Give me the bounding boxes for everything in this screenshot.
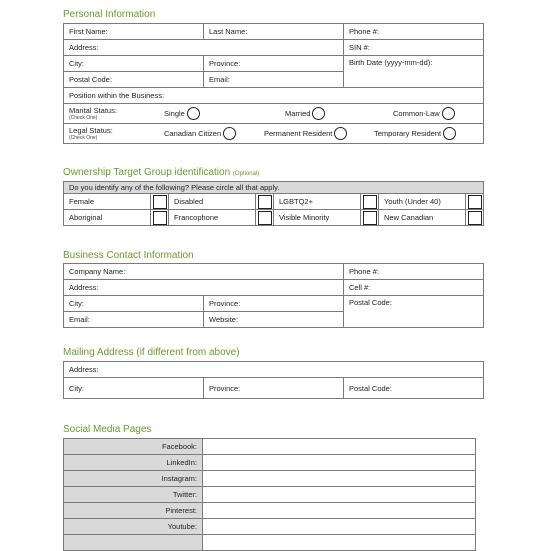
single-radio[interactable] (187, 107, 200, 120)
business-contact-table (63, 263, 484, 328)
youth-checkbox[interactable] (468, 195, 482, 209)
sin-label: SIN #: (349, 43, 370, 52)
twitter-label-text: Twitter: (172, 490, 197, 499)
pinterest-field[interactable] (203, 503, 476, 519)
legal-status-label: Legal Status: (69, 125, 113, 135)
ownership-prompt (64, 182, 484, 194)
mailing-postal-code-label: Postal Code: (349, 383, 392, 393)
business-province-label: Province: (209, 299, 241, 308)
common-law-radio[interactable] (442, 107, 455, 120)
option-disabled (169, 194, 256, 210)
birth-date-field[interactable] (344, 56, 484, 88)
new-canadian-checkbox[interactable] (468, 211, 482, 225)
marital-status-row (64, 104, 484, 124)
marital-status-label: Marital Status: (69, 105, 117, 115)
option-female-label: Female (69, 197, 95, 206)
cell-field[interactable] (344, 280, 484, 296)
linkedin-label-text: LinkedIn: (166, 458, 197, 467)
francophone-checkbox-cell[interactable] (256, 210, 274, 226)
business-city-field[interactable] (64, 296, 204, 312)
business-address-label: Address: (69, 283, 99, 292)
linkedin-label (64, 455, 203, 471)
website-field[interactable] (204, 312, 344, 328)
business-postal-code-label: Postal Code: (349, 298, 392, 307)
first-name-label: First Name: (69, 27, 108, 36)
visible-minority-checkbox-cell[interactable] (361, 210, 379, 226)
twitter-field[interactable] (203, 487, 476, 503)
ownership-title (63, 167, 259, 178)
website-label: Website: (209, 315, 239, 324)
check-one-note: (Check One) (69, 134, 98, 141)
permanent-resident-radio[interactable] (334, 127, 347, 140)
common-law-option[interactable] (393, 107, 455, 120)
youth-checkbox-cell[interactable] (466, 194, 484, 210)
mailing-address-field[interactable] (64, 362, 484, 378)
mailing-address-table (63, 361, 484, 399)
option-youth-label: Youth (Under 40) (384, 197, 441, 206)
postal-code-label: Postal Code: (69, 75, 112, 84)
youtube-label-text: Youtube: (167, 522, 197, 531)
twitter-label (64, 487, 203, 503)
linkedin-field[interactable] (203, 455, 476, 471)
postal-code-field[interactable] (64, 72, 204, 88)
personal-info-table (63, 23, 484, 144)
email-field[interactable] (204, 72, 344, 88)
lgbtq-checkbox-cell[interactable] (361, 194, 379, 210)
canadian-citizen-radio[interactable] (223, 127, 236, 140)
mailing-province-label: Province: (209, 383, 241, 393)
temporary-resident-option[interactable] (374, 127, 456, 140)
address-field[interactable] (64, 40, 344, 56)
pinterest-label (64, 503, 203, 519)
permanent-resident-label: Permanent Resident (264, 129, 333, 138)
lgbtq-checkbox[interactable] (363, 195, 377, 209)
business-city-label: City: (69, 299, 84, 308)
option-lgbtq-label: LGBTQ2+ (279, 197, 313, 206)
new-canadian-checkbox-cell[interactable] (466, 210, 484, 226)
business-phone-field[interactable] (344, 264, 484, 280)
aboriginal-checkbox-cell[interactable] (151, 210, 169, 226)
married-label: Married (285, 109, 311, 118)
business-email-field[interactable] (64, 312, 204, 328)
pinterest-label-text: Pinterest: (165, 506, 197, 515)
youtube-label (64, 519, 203, 535)
canadian-citizen-option[interactable] (164, 127, 264, 140)
instagram-label-text: Instagram: (161, 474, 197, 483)
female-checkbox[interactable] (153, 195, 167, 209)
instagram-label (64, 471, 203, 487)
ownership-optional-note: (Optional) (232, 171, 260, 177)
sin-field[interactable] (344, 40, 484, 56)
legal-status-row (64, 124, 484, 144)
mailing-address-title: Mailing Address (if different from above) (63, 347, 240, 358)
canadian-citizen-label: Canadian Citizen (164, 129, 222, 138)
email-label: Email: (209, 75, 230, 84)
single-option[interactable] (164, 107, 239, 120)
single-label: Single (164, 109, 185, 118)
temporary-resident-label: Temporary Resident (374, 129, 442, 138)
business-address-field[interactable] (64, 280, 344, 296)
option-francophone (169, 210, 256, 226)
option-new-canadian-label: New Canadian (384, 213, 434, 222)
disabled-checkbox-cell[interactable] (256, 194, 274, 210)
birth-date-label: Birth Date (yyyy-mm-dd): (349, 58, 433, 67)
mailing-address-label: Address: (69, 365, 99, 374)
visible-minority-checkbox[interactable] (363, 211, 377, 225)
city-label: City: (69, 59, 84, 68)
francophone-checkbox[interactable] (258, 211, 272, 225)
extra-social-field[interactable] (203, 535, 476, 551)
option-visible-minority (274, 210, 361, 226)
option-aboriginal-label: Aboriginal (69, 213, 103, 222)
marital-status-label-group (64, 107, 164, 121)
position-label: Position within the Business: (69, 91, 165, 100)
position-field[interactable] (64, 88, 484, 104)
option-aboriginal (64, 210, 151, 226)
cell-label: Cell #: (349, 283, 371, 292)
business-province-field[interactable] (204, 296, 344, 312)
company-name-label: Company Name: (69, 267, 126, 276)
option-disabled-label: Disabled (174, 197, 204, 206)
common-law-label: Common-Law (393, 109, 440, 118)
personal-info-title: Personal Information (63, 9, 156, 20)
check-one-note: (Check One) (69, 114, 98, 121)
mailing-postal-code-field[interactable] (344, 378, 484, 399)
ownership-table (63, 181, 484, 226)
youtube-field[interactable] (203, 519, 476, 535)
business-email-label: Email: (69, 315, 90, 324)
option-new-canadian (379, 210, 466, 226)
first-name-field[interactable] (64, 24, 204, 40)
province-field[interactable] (204, 56, 344, 72)
facebook-label (64, 439, 203, 455)
last-name-label: Last Name: (209, 27, 248, 36)
social-media-title: Social Media Pages (63, 424, 152, 435)
option-youth (379, 194, 466, 210)
business-phone-label: Phone #: (349, 267, 380, 276)
extra-social-label (64, 535, 203, 551)
company-name-field[interactable] (64, 264, 344, 280)
ownership-prompt-text: Do you identify any of the following? Please circle all that apply. (69, 183, 280, 192)
province-label: Province: (209, 59, 241, 68)
instagram-field[interactable] (203, 471, 476, 487)
phone-label: Phone #: (349, 27, 380, 36)
business-postal-code-field[interactable] (344, 296, 484, 328)
option-francophone-label: Francophone (174, 213, 219, 222)
female-checkbox-cell[interactable] (151, 194, 169, 210)
mailing-city-field[interactable] (64, 378, 204, 399)
option-female (64, 194, 151, 210)
option-visible-minority-label: Visible Minority (279, 213, 330, 222)
facebook-label-text: Facebook: (161, 442, 197, 451)
social-media-table (63, 438, 476, 551)
legal-status-label-group (64, 127, 164, 141)
temporary-resident-radio[interactable] (443, 127, 456, 140)
married-radio[interactable] (312, 107, 325, 120)
ownership-title-text: Ownership Target Group identification (63, 167, 231, 178)
aboriginal-checkbox[interactable] (153, 211, 167, 225)
mailing-province-field[interactable] (204, 378, 344, 399)
married-option[interactable] (285, 107, 385, 120)
business-contact-title: Business Contact Information (63, 250, 194, 261)
disabled-checkbox[interactable] (258, 195, 272, 209)
mailing-city-label: City: (69, 383, 84, 393)
option-lgbtq (274, 194, 361, 210)
permanent-resident-option[interactable] (264, 127, 362, 140)
phone-field[interactable] (344, 24, 484, 40)
last-name-field[interactable] (204, 24, 344, 40)
address-label: Address: (69, 43, 99, 52)
facebook-field[interactable] (203, 439, 476, 455)
city-field[interactable] (64, 56, 204, 72)
